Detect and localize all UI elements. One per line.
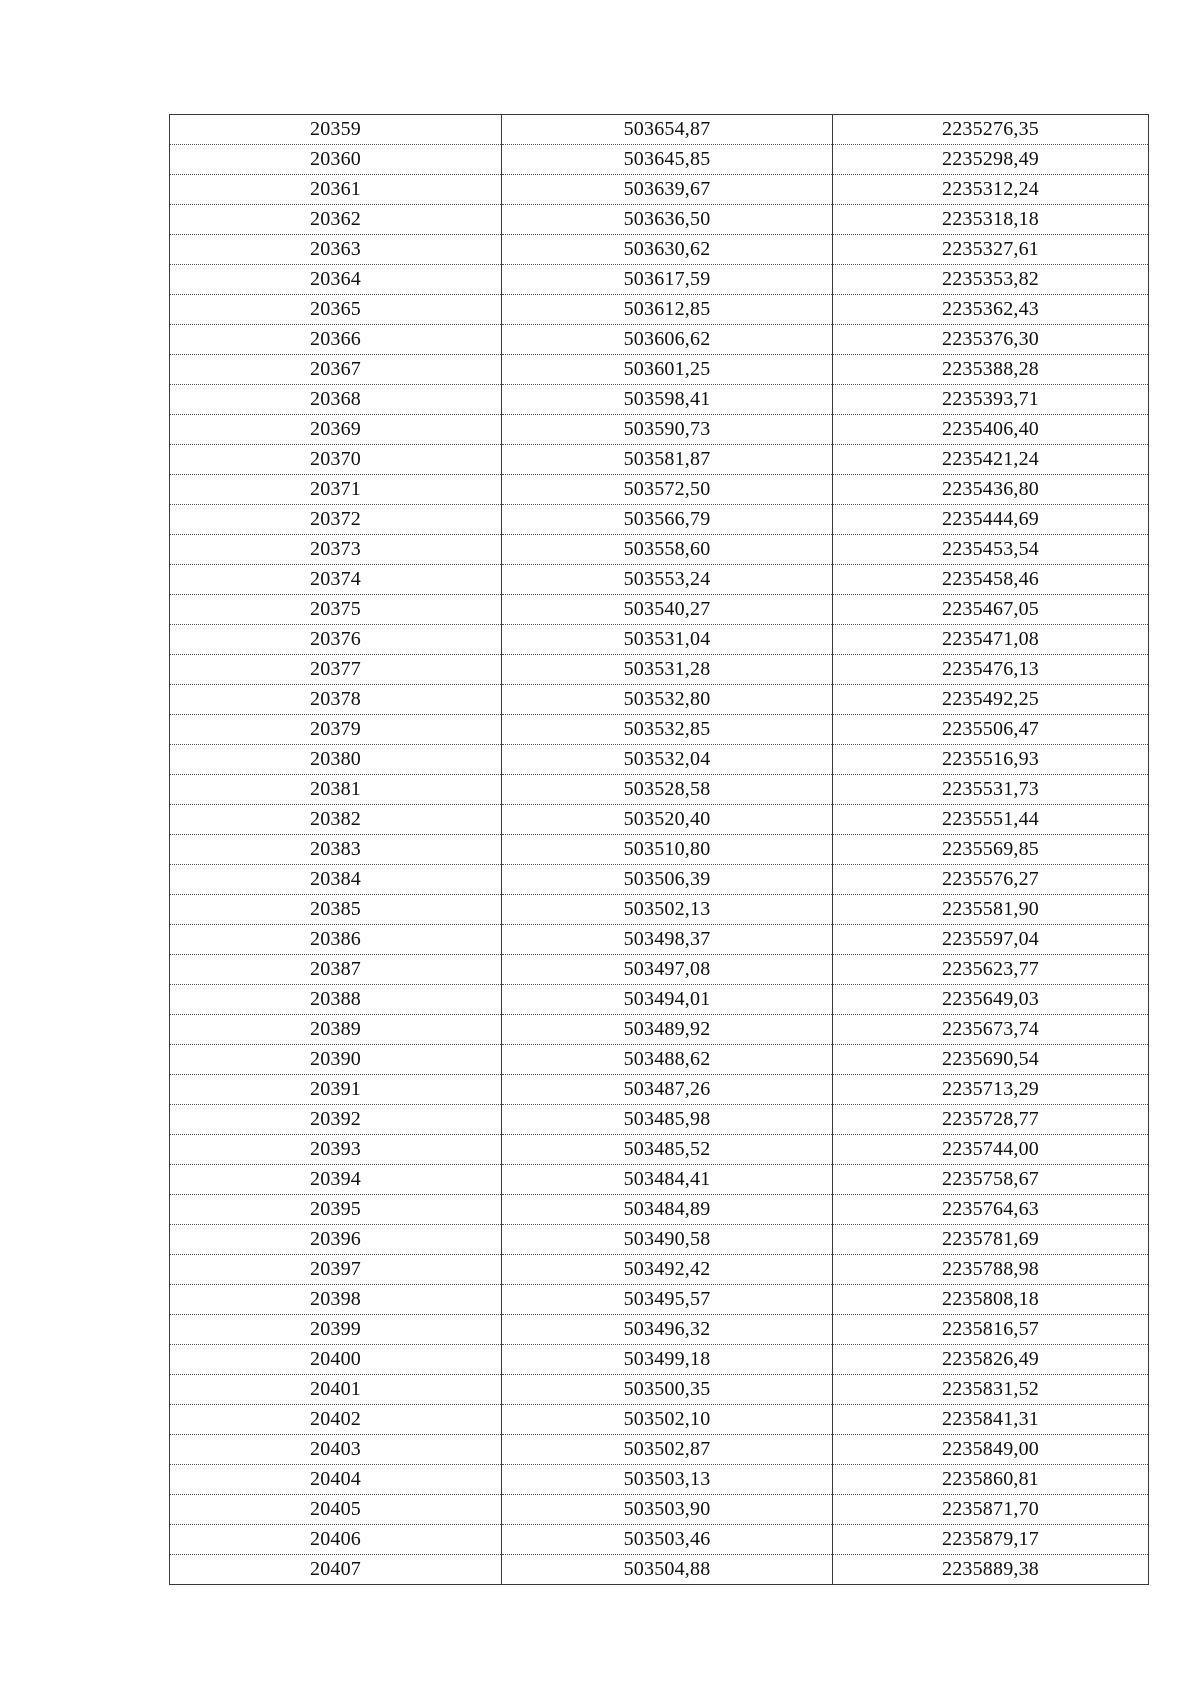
point-number-cell: 20359 bbox=[170, 115, 502, 145]
x-coordinate-cell: 503612,85 bbox=[502, 295, 833, 325]
point-number-cell: 20403 bbox=[170, 1435, 502, 1465]
point-number-cell: 20389 bbox=[170, 1015, 502, 1045]
table-row bbox=[170, 355, 1149, 385]
y-coordinate-cell: 2235690,54 bbox=[833, 1045, 1149, 1075]
y-coordinate-cell: 2235476,13 bbox=[833, 655, 1149, 685]
x-coordinate-cell: 503636,50 bbox=[502, 205, 833, 235]
table-row bbox=[170, 1225, 1149, 1255]
point-number-cell: 20364 bbox=[170, 265, 502, 295]
x-coordinate-cell: 503654,87 bbox=[502, 115, 833, 145]
x-coordinate-cell: 503532,85 bbox=[502, 715, 833, 745]
table-row bbox=[170, 205, 1149, 235]
point-number-cell: 20396 bbox=[170, 1225, 502, 1255]
table-row bbox=[170, 175, 1149, 205]
point-number-cell: 20402 bbox=[170, 1405, 502, 1435]
x-coordinate-cell: 503489,92 bbox=[502, 1015, 833, 1045]
y-coordinate-cell: 2235841,31 bbox=[833, 1405, 1149, 1435]
y-coordinate-cell: 2235436,80 bbox=[833, 475, 1149, 505]
x-coordinate-cell: 503506,39 bbox=[502, 865, 833, 895]
point-number-cell: 20382 bbox=[170, 805, 502, 835]
x-coordinate-cell: 503528,58 bbox=[502, 775, 833, 805]
table-row bbox=[170, 1075, 1149, 1105]
table-row bbox=[170, 685, 1149, 715]
table-row bbox=[170, 715, 1149, 745]
table-row bbox=[170, 505, 1149, 535]
table-row bbox=[170, 1495, 1149, 1525]
x-coordinate-cell: 503531,04 bbox=[502, 625, 833, 655]
x-coordinate-cell: 503494,01 bbox=[502, 985, 833, 1015]
table-row bbox=[170, 655, 1149, 685]
x-coordinate-cell: 503630,62 bbox=[502, 235, 833, 265]
x-coordinate-cell: 503639,67 bbox=[502, 175, 833, 205]
y-coordinate-cell: 2235597,04 bbox=[833, 925, 1149, 955]
y-coordinate-cell: 2235506,47 bbox=[833, 715, 1149, 745]
point-number-cell: 20370 bbox=[170, 445, 502, 475]
table-row bbox=[170, 385, 1149, 415]
y-coordinate-cell: 2235581,90 bbox=[833, 895, 1149, 925]
point-number-cell: 20387 bbox=[170, 955, 502, 985]
x-coordinate-cell: 503503,90 bbox=[502, 1495, 833, 1525]
y-coordinate-cell: 2235421,24 bbox=[833, 445, 1149, 475]
y-coordinate-cell: 2235879,17 bbox=[833, 1525, 1149, 1555]
point-number-cell: 20362 bbox=[170, 205, 502, 235]
x-coordinate-cell: 503532,04 bbox=[502, 745, 833, 775]
y-coordinate-cell: 2235576,27 bbox=[833, 865, 1149, 895]
y-coordinate-cell: 2235353,82 bbox=[833, 265, 1149, 295]
y-coordinate-cell: 2235467,05 bbox=[833, 595, 1149, 625]
table-row bbox=[170, 835, 1149, 865]
point-number-cell: 20368 bbox=[170, 385, 502, 415]
table-row bbox=[170, 295, 1149, 325]
x-coordinate-cell: 503645,85 bbox=[502, 145, 833, 175]
table-row bbox=[170, 865, 1149, 895]
table-row bbox=[170, 415, 1149, 445]
x-coordinate-cell: 503485,98 bbox=[502, 1105, 833, 1135]
y-coordinate-cell: 2235551,44 bbox=[833, 805, 1149, 835]
point-number-cell: 20406 bbox=[170, 1525, 502, 1555]
point-number-cell: 20388 bbox=[170, 985, 502, 1015]
x-coordinate-cell: 503503,46 bbox=[502, 1525, 833, 1555]
x-coordinate-cell: 503503,13 bbox=[502, 1465, 833, 1495]
table-row bbox=[170, 1435, 1149, 1465]
table-row bbox=[170, 1135, 1149, 1165]
table-row bbox=[170, 115, 1149, 145]
table-row bbox=[170, 1375, 1149, 1405]
y-coordinate-cell: 2235458,46 bbox=[833, 565, 1149, 595]
y-coordinate-cell: 2235393,71 bbox=[833, 385, 1149, 415]
point-number-cell: 20407 bbox=[170, 1555, 502, 1585]
point-number-cell: 20383 bbox=[170, 835, 502, 865]
x-coordinate-cell: 503495,57 bbox=[502, 1285, 833, 1315]
table-row bbox=[170, 235, 1149, 265]
x-coordinate-cell: 503487,26 bbox=[502, 1075, 833, 1105]
y-coordinate-cell: 2235889,38 bbox=[833, 1555, 1149, 1585]
point-number-cell: 20380 bbox=[170, 745, 502, 775]
y-coordinate-cell: 2235471,08 bbox=[833, 625, 1149, 655]
point-number-cell: 20372 bbox=[170, 505, 502, 535]
x-coordinate-cell: 503601,25 bbox=[502, 355, 833, 385]
x-coordinate-cell: 503484,89 bbox=[502, 1195, 833, 1225]
y-coordinate-cell: 2235388,28 bbox=[833, 355, 1149, 385]
table-row bbox=[170, 1405, 1149, 1435]
x-coordinate-cell: 503532,80 bbox=[502, 685, 833, 715]
y-coordinate-cell: 2235849,00 bbox=[833, 1435, 1149, 1465]
point-number-cell: 20374 bbox=[170, 565, 502, 595]
x-coordinate-cell: 503500,35 bbox=[502, 1375, 833, 1405]
table-row bbox=[170, 265, 1149, 295]
y-coordinate-cell: 2235713,29 bbox=[833, 1075, 1149, 1105]
x-coordinate-cell: 503504,88 bbox=[502, 1555, 833, 1585]
table-row bbox=[170, 565, 1149, 595]
x-coordinate-cell: 503499,18 bbox=[502, 1345, 833, 1375]
x-coordinate-cell: 503502,87 bbox=[502, 1435, 833, 1465]
point-number-cell: 20399 bbox=[170, 1315, 502, 1345]
y-coordinate-cell: 2235808,18 bbox=[833, 1285, 1149, 1315]
y-coordinate-cell: 2235492,25 bbox=[833, 685, 1149, 715]
y-coordinate-cell: 2235728,77 bbox=[833, 1105, 1149, 1135]
point-number-cell: 20384 bbox=[170, 865, 502, 895]
table-row bbox=[170, 535, 1149, 565]
x-coordinate-cell: 503492,42 bbox=[502, 1255, 833, 1285]
y-coordinate-cell: 2235816,57 bbox=[833, 1315, 1149, 1345]
x-coordinate-cell: 503590,73 bbox=[502, 415, 833, 445]
y-coordinate-cell: 2235826,49 bbox=[833, 1345, 1149, 1375]
point-number-cell: 20360 bbox=[170, 145, 502, 175]
table-row bbox=[170, 1015, 1149, 1045]
point-number-cell: 20375 bbox=[170, 595, 502, 625]
table-row bbox=[170, 1555, 1149, 1585]
x-coordinate-cell: 503484,41 bbox=[502, 1165, 833, 1195]
x-coordinate-cell: 503497,08 bbox=[502, 955, 833, 985]
x-coordinate-cell: 503572,50 bbox=[502, 475, 833, 505]
coordinates-table bbox=[169, 114, 1149, 1585]
x-coordinate-cell: 503558,60 bbox=[502, 535, 833, 565]
table-row bbox=[170, 145, 1149, 175]
x-coordinate-cell: 503490,58 bbox=[502, 1225, 833, 1255]
point-number-cell: 20367 bbox=[170, 355, 502, 385]
table-row bbox=[170, 1105, 1149, 1135]
y-coordinate-cell: 2235649,03 bbox=[833, 985, 1149, 1015]
point-number-cell: 20405 bbox=[170, 1495, 502, 1525]
table-row bbox=[170, 1165, 1149, 1195]
point-number-cell: 20371 bbox=[170, 475, 502, 505]
point-number-cell: 20378 bbox=[170, 685, 502, 715]
point-number-cell: 20390 bbox=[170, 1045, 502, 1075]
point-number-cell: 20394 bbox=[170, 1165, 502, 1195]
point-number-cell: 20385 bbox=[170, 895, 502, 925]
x-coordinate-cell: 503502,13 bbox=[502, 895, 833, 925]
y-coordinate-cell: 2235673,74 bbox=[833, 1015, 1149, 1045]
x-coordinate-cell: 503606,62 bbox=[502, 325, 833, 355]
point-number-cell: 20366 bbox=[170, 325, 502, 355]
y-coordinate-cell: 2235312,24 bbox=[833, 175, 1149, 205]
table-row bbox=[170, 775, 1149, 805]
y-coordinate-cell: 2235623,77 bbox=[833, 955, 1149, 985]
table-row bbox=[170, 1465, 1149, 1495]
y-coordinate-cell: 2235860,81 bbox=[833, 1465, 1149, 1495]
point-number-cell: 20393 bbox=[170, 1135, 502, 1165]
point-number-cell: 20386 bbox=[170, 925, 502, 955]
x-coordinate-cell: 503510,80 bbox=[502, 835, 833, 865]
y-coordinate-cell: 2235871,70 bbox=[833, 1495, 1149, 1525]
table-row bbox=[170, 325, 1149, 355]
x-coordinate-cell: 503520,40 bbox=[502, 805, 833, 835]
point-number-cell: 20391 bbox=[170, 1075, 502, 1105]
table-row bbox=[170, 1255, 1149, 1285]
point-number-cell: 20369 bbox=[170, 415, 502, 445]
table-row bbox=[170, 475, 1149, 505]
table-row bbox=[170, 895, 1149, 925]
table-row bbox=[170, 1285, 1149, 1315]
x-coordinate-cell: 503496,32 bbox=[502, 1315, 833, 1345]
x-coordinate-cell: 503553,24 bbox=[502, 565, 833, 595]
table-row bbox=[170, 985, 1149, 1015]
y-coordinate-cell: 2235298,49 bbox=[833, 145, 1149, 175]
x-coordinate-cell: 503540,27 bbox=[502, 595, 833, 625]
point-number-cell: 20373 bbox=[170, 535, 502, 565]
y-coordinate-cell: 2235764,63 bbox=[833, 1195, 1149, 1225]
point-number-cell: 20363 bbox=[170, 235, 502, 265]
x-coordinate-cell: 503502,10 bbox=[502, 1405, 833, 1435]
point-number-cell: 20361 bbox=[170, 175, 502, 205]
y-coordinate-cell: 2235758,67 bbox=[833, 1165, 1149, 1195]
y-coordinate-cell: 2235781,69 bbox=[833, 1225, 1149, 1255]
table-row bbox=[170, 1315, 1149, 1345]
x-coordinate-cell: 503598,41 bbox=[502, 385, 833, 415]
table-row bbox=[170, 445, 1149, 475]
table-row bbox=[170, 1045, 1149, 1075]
point-number-cell: 20379 bbox=[170, 715, 502, 745]
x-coordinate-cell: 503485,52 bbox=[502, 1135, 833, 1165]
point-number-cell: 20377 bbox=[170, 655, 502, 685]
table-row bbox=[170, 955, 1149, 985]
table-row bbox=[170, 1345, 1149, 1375]
point-number-cell: 20392 bbox=[170, 1105, 502, 1135]
y-coordinate-cell: 2235831,52 bbox=[833, 1375, 1149, 1405]
y-coordinate-cell: 2235406,40 bbox=[833, 415, 1149, 445]
y-coordinate-cell: 2235531,73 bbox=[833, 775, 1149, 805]
x-coordinate-cell: 503581,87 bbox=[502, 445, 833, 475]
y-coordinate-cell: 2235376,30 bbox=[833, 325, 1149, 355]
point-number-cell: 20400 bbox=[170, 1345, 502, 1375]
y-coordinate-cell: 2235444,69 bbox=[833, 505, 1149, 535]
x-coordinate-cell: 503498,37 bbox=[502, 925, 833, 955]
table-row bbox=[170, 1195, 1149, 1225]
table-row bbox=[170, 625, 1149, 655]
y-coordinate-cell: 2235516,93 bbox=[833, 745, 1149, 775]
y-coordinate-cell: 2235318,18 bbox=[833, 205, 1149, 235]
point-number-cell: 20398 bbox=[170, 1285, 502, 1315]
point-number-cell: 20381 bbox=[170, 775, 502, 805]
point-number-cell: 20401 bbox=[170, 1375, 502, 1405]
point-number-cell: 20395 bbox=[170, 1195, 502, 1225]
x-coordinate-cell: 503531,28 bbox=[502, 655, 833, 685]
y-coordinate-cell: 2235276,35 bbox=[833, 115, 1149, 145]
point-number-cell: 20365 bbox=[170, 295, 502, 325]
table-row bbox=[170, 925, 1149, 955]
table-row bbox=[170, 745, 1149, 775]
coordinates-table-body bbox=[170, 115, 1149, 1585]
table-row bbox=[170, 1525, 1149, 1555]
y-coordinate-cell: 2235362,43 bbox=[833, 295, 1149, 325]
y-coordinate-cell: 2235569,85 bbox=[833, 835, 1149, 865]
x-coordinate-cell: 503488,62 bbox=[502, 1045, 833, 1075]
y-coordinate-cell: 2235327,61 bbox=[833, 235, 1149, 265]
point-number-cell: 20397 bbox=[170, 1255, 502, 1285]
point-number-cell: 20376 bbox=[170, 625, 502, 655]
x-coordinate-cell: 503566,79 bbox=[502, 505, 833, 535]
point-number-cell: 20404 bbox=[170, 1465, 502, 1495]
table-row bbox=[170, 595, 1149, 625]
y-coordinate-cell: 2235744,00 bbox=[833, 1135, 1149, 1165]
y-coordinate-cell: 2235788,98 bbox=[833, 1255, 1149, 1285]
table-row bbox=[170, 805, 1149, 835]
y-coordinate-cell: 2235453,54 bbox=[833, 535, 1149, 565]
x-coordinate-cell: 503617,59 bbox=[502, 265, 833, 295]
